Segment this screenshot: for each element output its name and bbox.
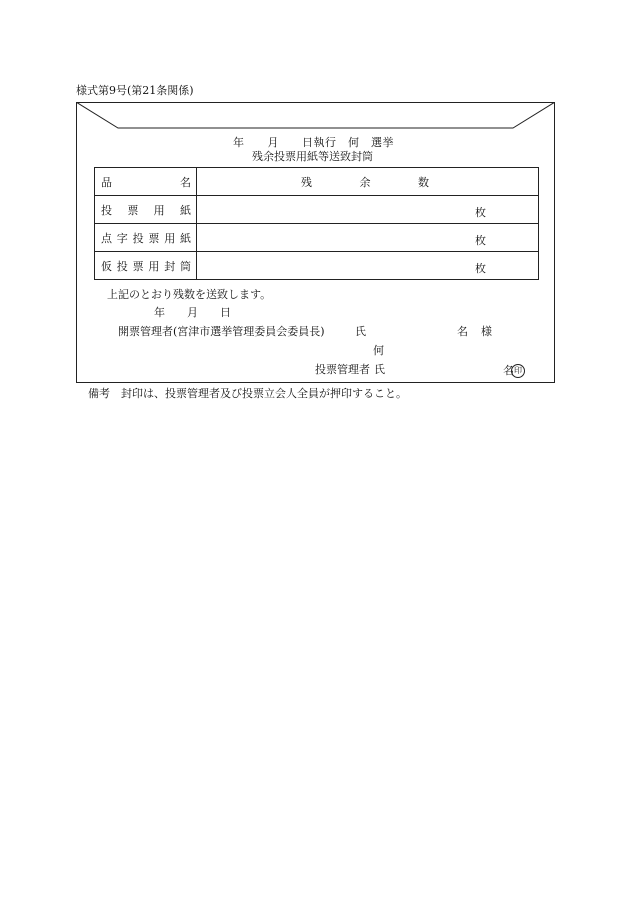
- statement-text: 上記のとおり残数を送致します。: [107, 288, 272, 301]
- table-row: [95, 196, 539, 224]
- row-label-char: 筒: [179, 259, 191, 273]
- header-value-cell: [197, 168, 539, 196]
- row-unit: 枚: [475, 206, 486, 219]
- sender-title: 開票管理者(宮津市選挙管理委員会委員長): [118, 325, 325, 338]
- row-label-cell: [95, 196, 197, 224]
- row-label-char: 字: [116, 231, 128, 245]
- row-label-char: 点: [101, 231, 112, 245]
- row-label-char: 投: [101, 203, 112, 217]
- form-number-label: 様式第9号(第21条関係): [76, 84, 194, 97]
- remarks-note: 備考 封印は、投票管理者及び投票立会人全員が押印すること。: [88, 387, 407, 400]
- envelope-flap: [76, 102, 555, 130]
- row-label-char: 封: [164, 259, 176, 273]
- recipient-name-suffix-group: [503, 364, 525, 378]
- row-value-cell[interactable]: [197, 252, 539, 280]
- recipient-name-suffix: 名: [503, 364, 514, 377]
- row-label-char: 紙: [179, 203, 191, 217]
- remaining-count-table: [94, 167, 539, 280]
- header-value-char: 余: [359, 175, 371, 189]
- seal-mark: 印: [511, 364, 525, 378]
- sender-name-prefix: 氏: [355, 325, 366, 338]
- table-row: [95, 252, 539, 280]
- recipient-name-prefix: 氏: [374, 363, 385, 376]
- table-row: [95, 224, 539, 252]
- row-label-char: 投: [116, 259, 128, 273]
- row-label-char: 票: [132, 259, 144, 273]
- sender-honorific: 様: [481, 325, 492, 338]
- envelope-title: 残余投票用紙等送致封筒: [252, 150, 373, 163]
- recipient-designation: 何: [373, 344, 384, 357]
- row-label-char: 票: [127, 203, 139, 217]
- row-label-char: 仮: [101, 259, 112, 273]
- row-label-char: 用: [164, 231, 176, 245]
- header-item-char: 名: [180, 175, 191, 189]
- row-unit: 枚: [475, 262, 486, 275]
- table-header-row: [95, 168, 539, 196]
- sender-name-suffix: 名: [457, 325, 468, 338]
- election-date-line: 年 月 日執行 何 選挙: [233, 136, 394, 149]
- row-value-cell[interactable]: [197, 224, 539, 252]
- header-item-char: 品: [101, 175, 112, 189]
- row-value-cell[interactable]: [197, 196, 539, 224]
- row-unit: 枚: [475, 234, 486, 247]
- header-value-char: 残: [301, 175, 312, 189]
- row-label-char: 紙: [179, 231, 191, 245]
- row-label-char: 票: [148, 231, 160, 245]
- row-label-cell: [95, 224, 197, 252]
- date-line: 年 月 日: [154, 306, 231, 319]
- row-label-char: 投: [132, 231, 144, 245]
- row-label-char: 用: [148, 259, 160, 273]
- row-label-char: 用: [153, 203, 165, 217]
- header-item-cell: [95, 168, 197, 196]
- header-value-char: 数: [418, 175, 429, 189]
- row-label-cell: [95, 252, 197, 280]
- recipient-title: 投票管理者: [315, 363, 370, 376]
